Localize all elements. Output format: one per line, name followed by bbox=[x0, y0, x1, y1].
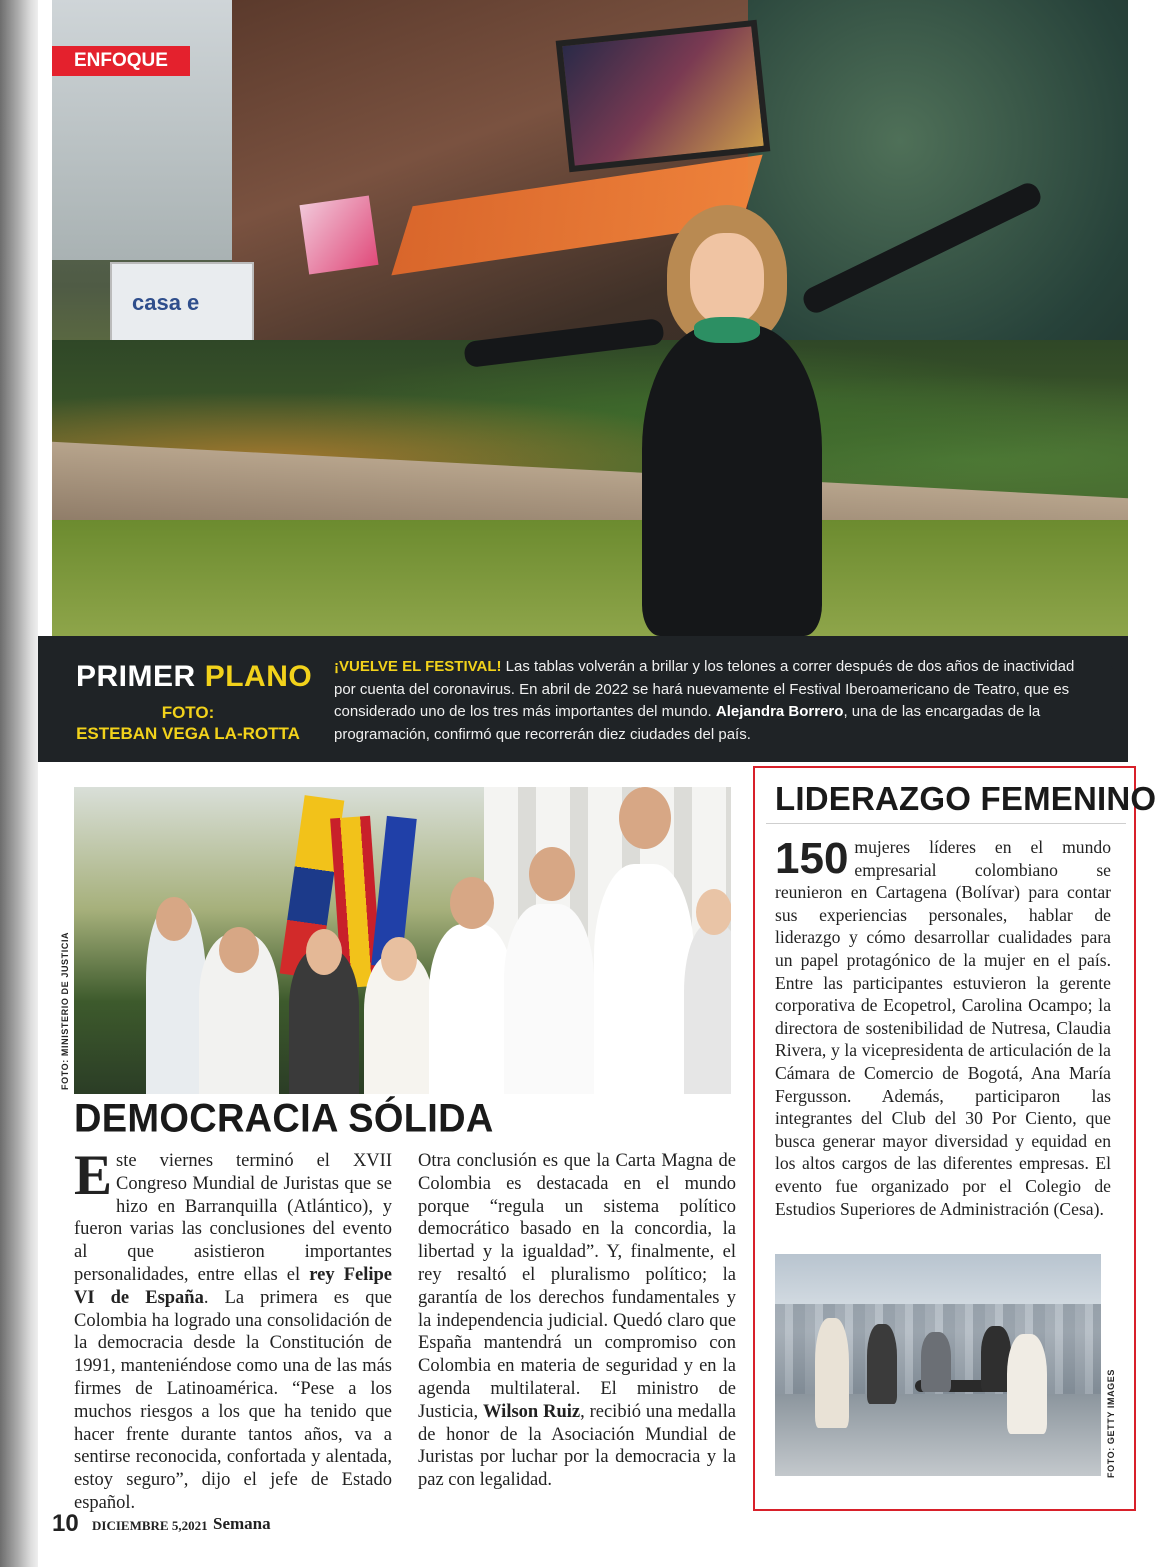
page-number: 10 bbox=[52, 1510, 79, 1537]
section-tag: ENFOQUE bbox=[52, 46, 190, 76]
primer-plano-title: PRIMER PLANO bbox=[76, 660, 313, 693]
magazine-name: Semana bbox=[213, 1514, 271, 1533]
juristas-photo bbox=[74, 787, 731, 1094]
woman-figure bbox=[612, 205, 862, 636]
drop-cap: E bbox=[74, 1144, 113, 1207]
article-column-1: Este viernes terminó el XVII Congreso Mundial de Juristas que se hizo en Barranquilla (Atlántico), y fueron varias las conclusiones del evento al que asistieron importantes personalidades, entre ellas el rey Felipe VI de España. La primera es que Colombia ha logrado una consolidación de la democracia desde la Constitución de 1991, manteniéndose como una de las más firmes de Latinoamérica. “Pese a los muchos riesgos a los que ha tenido que hacer frente durante tantos años, va a sentirse reconocida, confortada y alentada, estoy seguro”, dijo el jefe de Estado español. bbox=[74, 1144, 392, 1513]
hero-photo bbox=[52, 0, 1128, 636]
lead-number: 150 bbox=[775, 834, 849, 883]
theater-billboard bbox=[556, 20, 771, 172]
page-spine-shadow bbox=[0, 0, 38, 1567]
photo-credit-justicia: FOTO: MINISTERIO DE JUSTICIA bbox=[60, 931, 70, 1090]
title-divider bbox=[766, 823, 1126, 824]
article-column-2: Otra conclusión es que la Carta Magna de Colombia es destacada en el mundo porque “regula un sistema político democrático basado en la concordia, la libertad y la igualdad”. Y, finalmente, el rey resaltó el pluralismo político; la garantía de los derechos fundamentales y la independencia judicial. Quedó claro que España mantendrá un compromiso con Colombia en materia de seguridad y en la agenda multilateral. El ministro de Justicia, Wilson Ruiz, recibió una medalla de honor de la Asociación Mundial de Juristas por luchar por la democracia y la paz con legalidad. bbox=[418, 1151, 736, 1491]
liderazgo-title: LIDERAZGO FEMENINO bbox=[775, 780, 1157, 817]
primer-plano-caption bbox=[38, 636, 1128, 762]
photo-credit: FOTO: ESTEBAN VEGA LA-ROTTA bbox=[76, 703, 300, 743]
issue-date: DICIEMBRE 5,2021 bbox=[92, 1518, 208, 1533]
liderazgo-text: 150 mujeres líderes en el mundo empresarial colombiano se reunieron en Cartagena (Bolívar) para contar sus experiencias personales, hablar de liderazgo y cómo desarrollar cualidades para un papel protagónico de la mujer en el país. Entre las participantes estuvieron la gerente corporativa de Ecopetrol, Carolina Ocampo; la directora de sostenibilidad de Nutresa, Claudia Rivera, y la vicepresidenta de articulación de la Cámara de Comercio de Bogotá, Ana María Fergusson. Además, participaron las integrantes del Club del 30 Por Ciento, que busca generar mayor diversidad y equidad en los altos cargos de las diferentes empresas. El evento fue organizado por el Colegio de Estudios Superiores de Administración (Cesa). bbox=[775, 834, 1111, 1219]
photo-credit-getty: FOTO: GETTY IMAGES bbox=[1106, 1369, 1116, 1478]
democracia-title: DEMOCRACIA SÓLIDA bbox=[74, 1096, 494, 1142]
magazine-page bbox=[38, 0, 1166, 1567]
casa-e-sign: casa e bbox=[110, 262, 254, 348]
meeting-photo bbox=[775, 1254, 1101, 1476]
primer-plano-text: ¡VUELVE EL FESTIVAL! Las tablas volverán a brillar y los telones a correr después de dos años de inactividad por cuenta del coronavirus. En abril de 2022 se hará nuevamente el Festival Iberoamericano de Teatro, que es considerado uno de los tres más importantes del mundo. Alejandra Borrero, una de las encargadas de la programación, confirmó que recorrerán diez ciudades del país. bbox=[334, 658, 1075, 743]
